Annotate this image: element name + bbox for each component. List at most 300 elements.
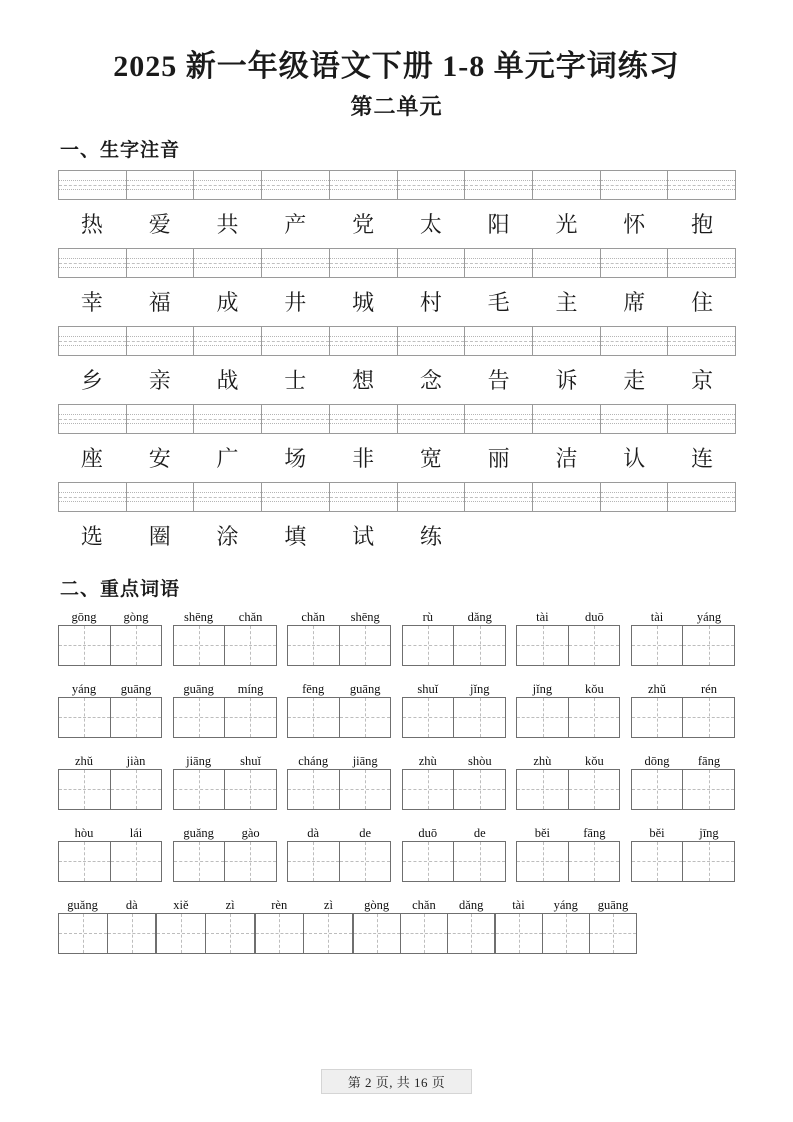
tianzige-group[interactable]	[287, 769, 391, 810]
word-item	[516, 681, 620, 738]
tianzige-cell[interactable]	[59, 626, 110, 665]
character-cell: 认	[623, 446, 646, 471]
pinyin-write-cell[interactable]	[601, 327, 669, 355]
character-cell: 光	[555, 212, 578, 237]
character-cell: 洁	[555, 446, 578, 471]
tianzige-cell[interactable]	[517, 770, 568, 809]
character-cell: 涂	[216, 524, 239, 549]
tianzige-cell[interactable]	[632, 626, 683, 665]
pinyin-syllable: yáng	[71, 681, 97, 696]
pinyin-syllable: cháng	[298, 753, 329, 768]
tianzige-group[interactable]	[353, 913, 495, 954]
tianzige-cell[interactable]	[174, 770, 225, 809]
tianzige-cell[interactable]	[682, 626, 734, 665]
pinyin-guide-line	[262, 341, 329, 342]
tianzige-group[interactable]	[631, 841, 735, 882]
tianzige-cell[interactable]	[496, 914, 542, 953]
tianzige-group[interactable]	[287, 625, 391, 666]
section-heading-1: 一、生字注音	[60, 139, 181, 161]
tianzige-cell[interactable]	[682, 842, 734, 881]
tianzige-cell[interactable]	[589, 914, 636, 953]
tianzige-group[interactable]	[402, 697, 506, 738]
tianzige-cell[interactable]	[403, 698, 454, 737]
tianzige-group[interactable]	[402, 841, 506, 882]
pinyin-syllable: dōng	[644, 753, 670, 768]
pinyin-guide-line	[601, 341, 668, 342]
tianzige-group[interactable]	[516, 697, 620, 738]
pinyin-syllable: guāng	[183, 681, 214, 696]
page-number-label: 第 2 页, 共 16 页	[321, 1069, 473, 1094]
pinyin-write-cell[interactable]	[127, 171, 195, 199]
character-cell: 幸	[80, 290, 103, 315]
pinyin-guide-line	[262, 263, 329, 264]
tianzige-cell[interactable]	[339, 626, 391, 665]
tianzige-cell[interactable]	[568, 842, 620, 881]
character-cell: 太	[419, 212, 442, 237]
word-item	[58, 609, 162, 666]
word-pinyin	[402, 681, 506, 697]
pinyin-syllable: zhǔ	[74, 753, 94, 768]
pinyin-write-cell[interactable]	[262, 171, 330, 199]
pinyin-write-cell[interactable]	[262, 405, 330, 433]
word-item	[173, 825, 277, 882]
tianzige-cell[interactable]	[224, 626, 276, 665]
pinyin-syllable: yáng	[696, 609, 722, 624]
pinyin-guide-line	[601, 263, 668, 264]
tianzige-cell[interactable]	[224, 770, 276, 809]
tianzige-cell[interactable]	[110, 698, 162, 737]
pinyin-syllable: zhǔ	[647, 681, 666, 696]
pinyin-syllable: zhù	[418, 753, 437, 768]
pinyin-write-cell[interactable]	[194, 405, 262, 433]
key-words-block	[58, 609, 735, 954]
tianzige-group[interactable]	[402, 769, 506, 810]
pinyin-syllable: guāng	[597, 897, 629, 912]
tianzige-cell[interactable]	[354, 914, 400, 953]
pinyin-write-row[interactable]	[58, 482, 736, 512]
pinyin-guide-line	[330, 341, 397, 342]
word-item	[516, 609, 620, 666]
character-cell: 座	[80, 446, 103, 471]
word-pinyin	[287, 609, 391, 625]
tianzige-cell[interactable]	[568, 626, 620, 665]
character-cell: 京	[691, 368, 714, 393]
pinyin-syllable: rù	[422, 609, 433, 624]
word-row	[58, 753, 735, 810]
tianzige-cell[interactable]	[157, 914, 205, 953]
character-cell: 产	[284, 212, 307, 237]
tianzige-group[interactable]	[173, 697, 277, 738]
tianzige-cell[interactable]	[110, 842, 162, 881]
word-row	[58, 897, 735, 954]
pinyin-guide-line	[59, 497, 126, 498]
word-pinyin	[631, 609, 735, 625]
pinyin-syllable: shēng	[184, 609, 214, 624]
tianzige-group[interactable]	[631, 769, 735, 810]
tianzige-cell[interactable]	[517, 698, 568, 737]
tianzige-cell[interactable]	[517, 842, 568, 881]
word-pinyin	[516, 825, 620, 841]
pinyin-write-cell[interactable]	[668, 171, 736, 199]
tianzige-cell[interactable]	[403, 626, 454, 665]
tianzige-group[interactable]	[173, 841, 277, 882]
tianzige-cell[interactable]	[339, 770, 391, 809]
pinyin-guide-line	[330, 497, 397, 498]
pinyin-write-cell[interactable]	[398, 327, 466, 355]
pinyin-write-cell[interactable]	[533, 171, 601, 199]
tianzige-group[interactable]	[631, 625, 735, 666]
tianzige-cell[interactable]	[339, 842, 391, 881]
character-cell: 乡	[80, 368, 103, 393]
tianzige-group[interactable]	[58, 697, 162, 738]
tianzige-cell[interactable]	[224, 698, 276, 737]
pinyin-write-cell[interactable]	[194, 171, 262, 199]
pinyin-guide-line	[465, 263, 532, 264]
word-pinyin	[516, 609, 620, 625]
word-item	[402, 753, 506, 810]
pinyin-write-cell[interactable]	[533, 405, 601, 433]
word-pinyin	[58, 897, 156, 913]
tianzige-group[interactable]	[516, 769, 620, 810]
character-row	[58, 434, 736, 482]
pinyin-guide-line	[127, 263, 194, 264]
tianzige-cell[interactable]	[303, 914, 352, 953]
pinyin-write-cell[interactable]	[59, 171, 127, 199]
tianzige-cell[interactable]	[632, 842, 683, 881]
tianzige-cell[interactable]	[453, 842, 505, 881]
tianzige-cell[interactable]	[288, 626, 339, 665]
tianzige-cell[interactable]	[59, 770, 110, 809]
pinyin-write-cell[interactable]	[59, 483, 127, 511]
pinyin-syllable: chǎn	[238, 609, 263, 624]
pinyin-syllable: jiàn	[126, 753, 146, 768]
pinyin-write-cell[interactable]	[668, 249, 736, 277]
pinyin-guide-line	[194, 497, 261, 498]
word-pinyin	[495, 897, 637, 913]
word-item	[58, 897, 156, 954]
pinyin-syllable: dà	[125, 897, 138, 912]
pinyin-write-cell[interactable]	[127, 249, 195, 277]
pinyin-write-cell[interactable]	[398, 405, 466, 433]
pinyin-write-cell[interactable]	[668, 327, 736, 355]
pinyin-write-cell[interactable]	[59, 249, 127, 277]
pinyin-syllable: duō	[585, 609, 604, 624]
pinyin-syllable: shēng	[350, 609, 380, 624]
character-cell: 怀	[623, 212, 646, 237]
character-cell: 城	[352, 290, 375, 315]
word-pinyin	[402, 609, 506, 625]
character-cell: 填	[284, 524, 307, 549]
pinyin-write-cell[interactable]	[127, 483, 195, 511]
pinyin-practice-block	[58, 170, 735, 560]
tianzige-cell[interactable]	[107, 914, 156, 953]
word-pinyin	[173, 753, 277, 769]
word-item	[156, 897, 254, 954]
tianzige-cell[interactable]	[568, 698, 620, 737]
tianzige-cell[interactable]	[632, 770, 683, 809]
page-title: 2025 新一年级语文下册 1-8 单元字词练习	[113, 50, 680, 83]
pinyin-write-cell[interactable]	[262, 249, 330, 277]
pinyin-guide-line	[194, 419, 261, 420]
pinyin-syllable: guāng	[120, 681, 152, 696]
word-pinyin	[631, 681, 735, 697]
character-cell: 热	[80, 212, 103, 237]
tianzige-cell[interactable]	[288, 770, 339, 809]
character-cell: 福	[148, 290, 171, 315]
tianzige-cell[interactable]	[632, 698, 683, 737]
pinyin-write-cell[interactable]	[601, 249, 669, 277]
pinyin-write-cell[interactable]	[601, 171, 669, 199]
pinyin-guide-line	[601, 185, 668, 186]
tianzige-cell[interactable]	[400, 914, 447, 953]
pinyin-syllable: rèn	[271, 897, 288, 912]
pinyin-write-row[interactable]	[58, 326, 736, 356]
tianzige-cell[interactable]	[447, 914, 494, 953]
pinyin-syllable: zhù	[533, 753, 552, 768]
pinyin-write-cell[interactable]	[398, 171, 466, 199]
tianzige-cell[interactable]	[453, 770, 505, 809]
word-item	[402, 681, 506, 738]
pinyin-write-cell[interactable]	[330, 171, 398, 199]
pinyin-write-cell[interactable]	[194, 249, 262, 277]
pinyin-write-cell[interactable]	[533, 249, 601, 277]
word-item	[495, 897, 637, 954]
pinyin-guide-line	[465, 185, 532, 186]
word-pinyin	[156, 897, 254, 913]
character-cell: 爱	[148, 212, 171, 237]
pinyin-syllable: gōng	[71, 609, 97, 624]
pinyin-guide-line	[262, 497, 329, 498]
tianzige-cell[interactable]	[542, 914, 589, 953]
pinyin-write-cell[interactable]	[465, 249, 533, 277]
character-cell: 场	[284, 446, 307, 471]
tianzige-cell[interactable]	[568, 770, 620, 809]
pinyin-guide-line	[533, 341, 600, 342]
tianzige-cell[interactable]	[59, 698, 110, 737]
word-item	[631, 825, 735, 882]
pinyin-guide-line	[533, 419, 600, 420]
section-heading-2: 二、重点词语	[60, 578, 181, 600]
character-cell: 连	[691, 446, 714, 471]
tianzige-group[interactable]	[156, 913, 254, 954]
pinyin-guide-line	[465, 341, 532, 342]
pinyin-guide-line	[398, 263, 465, 264]
tianzige-group[interactable]	[402, 625, 506, 666]
pinyin-write-cell[interactable]	[330, 483, 398, 511]
pinyin-syllable: jǐng	[532, 681, 553, 696]
pinyin-write-cell[interactable]	[465, 405, 533, 433]
character-cell: 阳	[487, 212, 510, 237]
row-spacer	[637, 897, 735, 954]
pinyin-write-cell[interactable]	[601, 483, 669, 511]
tianzige-cell[interactable]	[339, 698, 391, 737]
word-pinyin	[173, 825, 277, 841]
tianzige-group[interactable]	[287, 697, 391, 738]
pinyin-syllable: hòu	[74, 825, 94, 840]
character-cell: 非	[352, 446, 375, 471]
tianzige-group[interactable]	[58, 841, 162, 882]
pinyin-syllable: guāng	[349, 681, 381, 696]
character-cell: 广	[216, 446, 239, 471]
tianzige-cell[interactable]	[682, 698, 734, 737]
pinyin-guide-line	[330, 185, 397, 186]
tianzige-group[interactable]	[58, 769, 162, 810]
tianzige-cell[interactable]	[682, 770, 734, 809]
character-cell: 练	[419, 524, 442, 549]
character-cell: 抱	[691, 212, 714, 237]
pinyin-syllable: yáng	[553, 897, 578, 912]
tianzige-cell[interactable]	[110, 626, 162, 665]
pinyin-guide-line	[668, 263, 735, 264]
pinyin-syllable: xiě	[173, 897, 189, 912]
character-cell: 试	[352, 524, 375, 549]
pinyin-guide-line	[398, 419, 465, 420]
pinyin-write-cell[interactable]	[59, 327, 127, 355]
word-row	[58, 825, 735, 882]
pinyin-guide-line	[127, 341, 194, 342]
word-pinyin	[58, 753, 162, 769]
tianzige-cell[interactable]	[174, 698, 225, 737]
word-item	[516, 753, 620, 810]
tianzige-group[interactable]	[58, 913, 156, 954]
pinyin-write-cell[interactable]	[127, 327, 195, 355]
tianzige-cell[interactable]	[517, 626, 568, 665]
word-item	[173, 753, 277, 810]
pinyin-syllable: de	[473, 825, 486, 840]
tianzige-cell[interactable]	[110, 770, 162, 809]
word-pinyin	[58, 681, 162, 697]
tianzige-group[interactable]	[516, 841, 620, 882]
pinyin-write-cell[interactable]	[330, 249, 398, 277]
tianzige-cell[interactable]	[288, 842, 339, 881]
character-cell: 毛	[487, 290, 510, 315]
tianzige-cell[interactable]	[453, 626, 505, 665]
pinyin-write-cell[interactable]	[533, 327, 601, 355]
tianzige-cell[interactable]	[453, 698, 505, 737]
word-item	[631, 681, 735, 738]
character-cell: 战	[216, 368, 239, 393]
pinyin-write-cell[interactable]	[668, 405, 736, 433]
word-item	[631, 753, 735, 810]
word-item	[173, 609, 277, 666]
pinyin-write-row[interactable]	[58, 248, 736, 278]
pinyin-guide-line	[533, 263, 600, 264]
character-cell: 念	[419, 368, 442, 393]
pinyin-guide-line	[59, 341, 126, 342]
word-item	[287, 609, 391, 666]
tianzige-group[interactable]	[255, 913, 353, 954]
tianzige-group[interactable]	[173, 625, 277, 666]
pinyin-write-cell[interactable]	[194, 483, 262, 511]
pinyin-guide-line	[59, 263, 126, 264]
pinyin-write-cell[interactable]	[262, 483, 330, 511]
pinyin-guide-line	[127, 185, 194, 186]
word-pinyin	[402, 825, 506, 841]
tianzige-cell[interactable]	[403, 770, 454, 809]
word-item	[516, 825, 620, 882]
pinyin-syllable: guǎng	[67, 897, 98, 912]
character-cell: 村	[419, 290, 442, 315]
pinyin-guide-line	[533, 497, 600, 498]
pinyin-syllable: kǒu	[585, 681, 604, 696]
pinyin-write-cell[interactable]	[330, 327, 398, 355]
tianzige-cell[interactable]	[174, 626, 225, 665]
character-cell: 诉	[555, 368, 578, 393]
pinyin-write-cell[interactable]	[194, 327, 262, 355]
pinyin-write-row[interactable]	[58, 404, 736, 434]
tianzige-cell[interactable]	[59, 914, 107, 953]
pinyin-syllable: fāng	[697, 753, 721, 768]
pinyin-guide-line	[262, 419, 329, 420]
word-item	[255, 897, 353, 954]
character-cell: 走	[623, 368, 646, 393]
pinyin-write-cell[interactable]	[668, 483, 736, 511]
character-cell: 士	[284, 368, 307, 393]
pinyin-write-cell[interactable]	[398, 249, 466, 277]
tianzige-cell[interactable]	[59, 842, 110, 881]
pinyin-guide-line	[330, 263, 397, 264]
tianzige-cell[interactable]	[288, 698, 339, 737]
word-item	[58, 681, 162, 738]
tianzige-cell[interactable]	[174, 842, 225, 881]
character-cell: 告	[487, 368, 510, 393]
tianzige-cell[interactable]	[224, 842, 276, 881]
tianzige-group[interactable]	[287, 841, 391, 882]
pinyin-syllable: gào	[241, 825, 260, 840]
pinyin-guide-line	[398, 497, 465, 498]
pinyin-write-cell[interactable]	[465, 483, 533, 511]
pinyin-write-cell[interactable]	[601, 405, 669, 433]
pinyin-syllable: běi	[534, 825, 551, 840]
pinyin-syllable: tài	[536, 609, 549, 624]
tianzige-group[interactable]	[58, 625, 162, 666]
character-cell: 成	[216, 290, 239, 315]
pinyin-guide-line	[465, 419, 532, 420]
word-item	[287, 753, 391, 810]
word-pinyin	[353, 897, 495, 913]
pinyin-write-cell[interactable]	[59, 405, 127, 433]
character-cell: 共	[216, 212, 239, 237]
pinyin-write-row[interactable]	[58, 170, 736, 200]
tianzige-cell[interactable]	[256, 914, 304, 953]
tianzige-cell[interactable]	[205, 914, 254, 953]
character-cell: 住	[691, 290, 714, 315]
pinyin-write-cell[interactable]	[330, 405, 398, 433]
pinyin-syllable: kǒu	[585, 753, 604, 768]
pinyin-write-cell[interactable]	[465, 327, 533, 355]
word-item	[58, 753, 162, 810]
word-row	[58, 681, 735, 738]
word-pinyin	[58, 825, 162, 841]
pinyin-syllable: shuǐ	[240, 753, 262, 768]
word-pinyin	[287, 681, 391, 697]
pinyin-guide-line	[601, 419, 668, 420]
pinyin-write-cell[interactable]	[127, 405, 195, 433]
tianzige-group[interactable]	[495, 913, 637, 954]
pinyin-write-cell[interactable]	[533, 483, 601, 511]
character-cell: 宽	[419, 446, 442, 471]
tianzige-cell[interactable]	[403, 842, 454, 881]
pinyin-write-cell[interactable]	[262, 327, 330, 355]
pinyin-guide-line	[668, 419, 735, 420]
tianzige-group[interactable]	[516, 625, 620, 666]
word-item	[402, 825, 506, 882]
pinyin-write-cell[interactable]	[465, 171, 533, 199]
tianzige-group[interactable]	[631, 697, 735, 738]
tianzige-group[interactable]	[173, 769, 277, 810]
character-cell: 圈	[148, 524, 171, 549]
pinyin-write-cell[interactable]	[398, 483, 466, 511]
